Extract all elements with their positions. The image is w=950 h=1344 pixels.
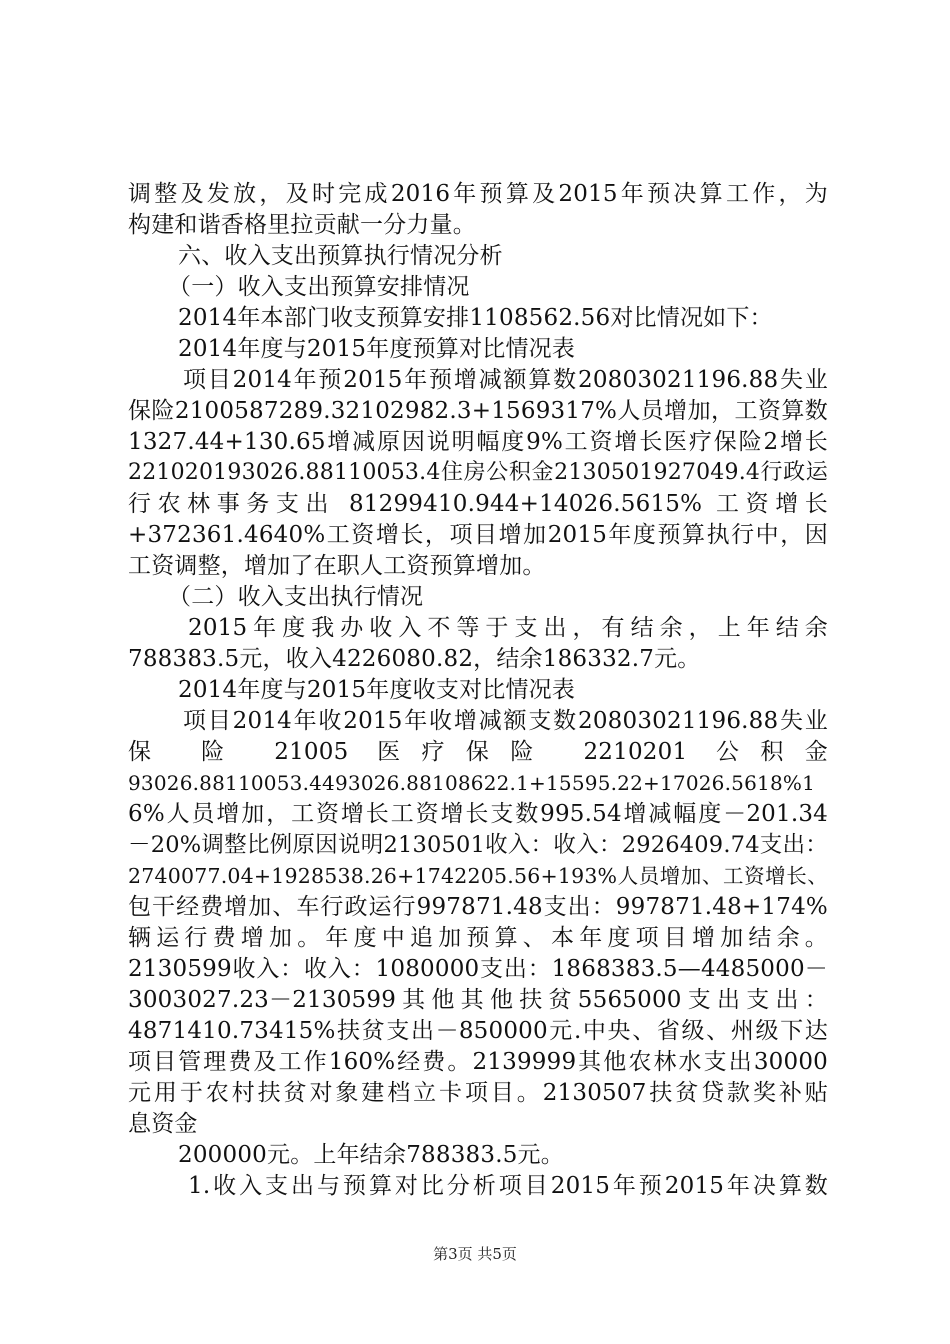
paragraph-line: 788383.5元，收入4226080.82，结余186332.7元。 xyxy=(128,646,701,672)
paragraph-line: 息资金 xyxy=(128,1111,198,1137)
paragraph-line: －20%调整比例原因说明2130501收入：收入：2926409.74支出： xyxy=(128,832,828,858)
paragraph-line: 6%人员增加，工资增长工资增长支数995.54增减幅度－201.34 xyxy=(128,801,828,827)
paragraph-line: 工资调整，增加了在职人工资预算增加。 xyxy=(128,553,546,579)
paragraph-line: 构建和谐香格里拉贡献一分力量。 xyxy=(128,212,476,238)
paragraph-line: 2130599收入：收入：1080000支出：1868383.5—4485000－ xyxy=(128,956,828,982)
subsection-heading: （一）收入支出预算安排情况 xyxy=(168,274,470,300)
paragraph-line: 调整及发放，及时完成2016年预算及2015年预决算工作，为 xyxy=(128,181,828,207)
paragraph-line: 1327.44+130.65增减原因说明幅度9%工资增长医疗保险2增长 xyxy=(128,429,828,455)
paragraph-line: 行农林事务支出 81299410.944+14026.5615% 工资增长 xyxy=(128,491,828,517)
paragraph-line: +372361.4640%工资增长，项目增加2015年度预算执行中，因 xyxy=(128,522,828,548)
paragraph-line: 1.收入支出与预算对比分析项目2015年预2015年决算数 xyxy=(188,1173,828,1199)
paragraph-line: 2740077.04+1928538.26+1742205.56+193%人员增加、工资增长、 xyxy=(128,864,828,888)
subsection-heading: （二）收入支出执行情况 xyxy=(168,584,424,610)
paragraph-line: 项目2014年收2015年收增减额支数20803021196.88失业 xyxy=(183,708,828,734)
paragraph-line: 包干经费增加、车行政运行997871.48支出：997871.48+174% xyxy=(128,894,828,920)
paragraph-line: 2015年度我办收入不等于支出，有结余，上年结余 xyxy=(188,615,828,641)
table-caption: 2014年度与2015年度收支对比情况表 xyxy=(178,677,576,703)
paragraph-line: 93026.88110053.4493026.88108622.1+15595.22+17026.5618%1 xyxy=(128,771,815,795)
paragraph-line: 辆运行费增加。年度中追加预算、本年度项目增加结余。 xyxy=(128,925,828,951)
page-number-footer: 第3页 共5页 xyxy=(433,1245,517,1263)
paragraph-line: 200000元。上年结余788383.5元。 xyxy=(178,1142,564,1168)
paragraph-line: 元用于农村扶贫对象建档立卡项目。2130507扶贫贷款奖补贴 xyxy=(128,1080,828,1106)
paragraph-line: 保险2100587289.32102982.3+1569317%人员增加，工资算数 xyxy=(128,398,828,424)
paragraph-line: 项目管理费及工作160%经费。2139999其他农林水支出30000 xyxy=(128,1049,828,1075)
paragraph-line: 项目2014年预2015年预增减额算数20803021196.88失业 xyxy=(183,367,828,393)
paragraph-line: 2014年本部门收支预算安排1108562.56对比情况如下： xyxy=(178,305,773,331)
paragraph-line: 保 险 21005 医疗保险 2210201 公积金 xyxy=(128,739,828,765)
paragraph-line: 4871410.73415%扶贫支出－850000元.中央、省级、州级下达 xyxy=(128,1018,828,1044)
table-caption: 2014年度与2015年度预算对比情况表 xyxy=(178,336,576,362)
paragraph-line: 3003027.23－2130599其他其他扶贫5565000支出支出： xyxy=(128,987,828,1013)
paragraph-line: 221020193026.88110053.4住房公积金2130501927049.4行政运 xyxy=(128,460,828,485)
section-heading: 六、收入支出预算执行情况分析 xyxy=(178,243,503,269)
